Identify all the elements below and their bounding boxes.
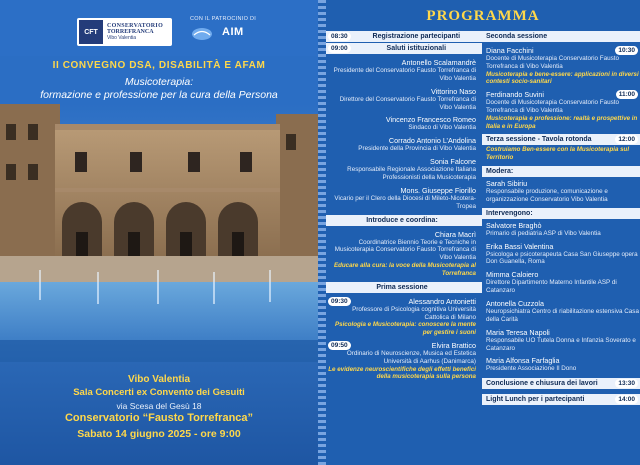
time-badge: 14:00: [615, 395, 638, 404]
time-badge: 12:00: [615, 135, 638, 144]
conservatorio-logo-line1: CONSERVATORIO: [107, 23, 164, 29]
speaker-role: Sindaco di Vibo Valentia: [408, 124, 476, 132]
venue-block: [0, 362, 318, 465]
session-label: Terza sessione - Tavola rotonda: [486, 136, 592, 144]
patronage-label: CON IL PATROCINIO DI: [190, 16, 257, 22]
venue-hall: Sala Concerti ex Convento dei Gesuiti: [73, 387, 245, 398]
speaker-entry: [482, 179, 640, 204]
logo-band: [0, 0, 318, 56]
speaker-entry: [326, 136, 482, 153]
session-conclusione: [482, 378, 640, 389]
speaker-name: Salvatore Braghò: [486, 220, 542, 230]
speaker-role: Neuropsichiatra Centro di riabilitazione estensiva Casa della Carità: [486, 307, 639, 323]
speaker-entry: [326, 230, 482, 278]
speaker-name: Chiara Macrì: [434, 229, 476, 239]
venue-street: via Scesa del Gesù 18: [116, 401, 202, 411]
speaker-name: Antonello Scalamandrè: [401, 58, 476, 67]
subtitle-line-1: Musicoterapia:: [124, 76, 194, 88]
session-lunch: [482, 394, 640, 405]
session-registrazione: [326, 31, 482, 42]
session-terza: [482, 134, 640, 145]
session-saluti: [326, 43, 482, 54]
speaker-entry: [482, 46, 640, 86]
dashed-divider: [318, 0, 326, 465]
time-badge: 11:00: [616, 90, 638, 99]
time-badge: 09:30: [328, 297, 351, 306]
speaker-entry: [326, 186, 482, 211]
session-seconda: [482, 31, 640, 42]
talk-title: Costruiamo Ben-essere con la Musicoterapia sul Territorio: [486, 146, 630, 162]
conservatorio-mark: CFT: [79, 20, 103, 44]
session-label: Conclusione e chiusura dei lavori: [486, 380, 598, 388]
session-label: Prima sessione: [376, 283, 428, 291]
region-emblem-icon: [190, 26, 214, 42]
speaker-role: Presidente della Provincia di Vibo Valentia: [358, 145, 476, 153]
poster-left-panel: [0, 0, 318, 465]
speaker-name: Sarah Sibiriu: [486, 178, 528, 188]
speaker-name: Ferdinando Suvini: [486, 90, 544, 100]
speaker-role: Vicario per il Clero della Diocesi di Mileto-Nicotera-Tropea: [334, 194, 476, 210]
speaker-role: Presidente Associazione Il Dono: [486, 365, 577, 373]
session-intervengono: [482, 208, 640, 219]
speaker-entry: [482, 270, 640, 295]
talk-title: Musicoterapia e bene-essere: applicazioni in diversi contesti socio-sanitari: [486, 70, 639, 86]
program-column-right: [482, 30, 640, 405]
time-badge: 13:30: [615, 379, 638, 388]
venue-conservatorio: Conservatorio “Fausto Torrefranca”: [64, 412, 254, 424]
speaker-entry: [482, 356, 640, 373]
venue-city: Vibo Valentia: [127, 374, 191, 385]
speaker-role: Responsabile Regionale Associazione Italiana Professionisti della Musicoterapia: [347, 166, 476, 182]
speaker-name: Elvira Brattico: [431, 340, 476, 350]
speaker-name: Corrado Antonio L’Andolina: [388, 136, 476, 146]
speaker-role: Docente di Musicoterapia Conservatorio Fausto Torrefranca di Vibo Valentia: [486, 55, 620, 70]
speaker-name: Mons. Giuseppe Fiorillo: [400, 185, 476, 195]
speaker-entry: [482, 299, 640, 324]
event-date: Sabato 14 giugno 2025 - ore 9:00: [77, 428, 241, 440]
speaker-role: Direttore Dipartimento Materno Infantile ASP di Catanzaro: [486, 279, 617, 295]
speaker-entry: [482, 221, 640, 238]
speaker-role: Responsabile UO Tutela Donna e Infanzia Soverato e Catanzaro: [486, 336, 636, 352]
speaker-role: Ordinario di Neuroscienze, Musica ed Estetica Università di Aarhus (Danimarca): [346, 349, 476, 365]
speaker-role: Psicologa e psicoterapeuta Casa San Giuseppe opera Don Guanella, Roma: [486, 250, 638, 266]
time-badge: 09:50: [328, 341, 351, 350]
speaker-name: Antonella Cuzzola: [486, 298, 544, 308]
speaker-entry: [482, 242, 640, 267]
speaker-name: Sonia Falcone: [430, 157, 476, 167]
speaker-name: Vincenzo Francesco Romeo: [385, 115, 476, 125]
speaker-entry: [482, 90, 640, 130]
session-label: Modera:: [486, 167, 514, 175]
session-modera: [482, 166, 640, 177]
session-label: Introduce e coordina:: [366, 216, 438, 224]
session-label: Seconda sessione: [486, 33, 548, 40]
conservatorio-logo-line2: TORREFRANCA: [107, 29, 154, 35]
speaker-entry: [326, 87, 482, 112]
conservatorio-logo-line3: Vibo Valentia: [107, 35, 137, 41]
subtitle-line-2: formazione e professione per la cura della Persona: [40, 89, 278, 101]
speaker-name: Erika Bassi Valentina: [486, 241, 554, 251]
conservatorio-logo: [77, 18, 172, 46]
speaker-name: Maria Alfonsa Farfaglia: [486, 356, 560, 366]
speaker-name: Mimma Caloiero: [486, 270, 539, 280]
program-column-left: [326, 30, 482, 381]
cloister-photo: [0, 104, 318, 362]
speaker-entry: [326, 115, 482, 132]
programma-panel: [326, 0, 640, 465]
speaker-role: Coordinatrice Biennio Teorie e Tecniche in Musicoterapia Conservatorio Fausto Torrefranca di Vibo Valentia: [334, 238, 476, 262]
session-introduce: [326, 215, 482, 226]
talk-title: Le evidenze neuroscientifiche degli effetti benefici della musicoterapia sulla persona: [328, 365, 476, 381]
session-label: Light Lunch per i partecipanti: [486, 396, 585, 404]
convegno-title: II CONVEGNO DSA, DISABILITÀ E AFAM: [52, 60, 266, 71]
speaker-entry: [326, 157, 482, 182]
session-label: Registrazione partecipanti: [372, 33, 461, 40]
roundtable-title: [482, 146, 640, 162]
speaker-entry: [482, 328, 640, 353]
speaker-role: Direttore del Conservatorio Fausto Torrefranca di Vibo Valentia: [339, 95, 476, 111]
speaker-name: Diana Facchini: [486, 46, 534, 55]
time-badge: 10:30: [615, 46, 638, 55]
talk-title: Psicologia e Musicoterapia: conoscere la mente per gestire i suoni: [335, 321, 476, 337]
time-badge: 09:00: [328, 44, 351, 53]
speaker-name: Alessandro Antonietti: [408, 296, 476, 306]
talk-title: Educare alla cura: la voce della Musicoterapia al Torrefranca: [333, 262, 476, 277]
session-label: Intervengono:: [486, 209, 533, 217]
aim-logo: AIM: [222, 26, 244, 38]
speaker-entry: [326, 341, 482, 381]
talk-title: Musicoterapia e professione: realtà e prospettive in Italia e in Europa: [486, 114, 638, 130]
speaker-name: Maria Teresa Napoli: [486, 327, 550, 337]
speaker-role: Responsabile produzione, comunicazione e organizzazione Conservatorio Vibo Valentia: [486, 187, 608, 203]
session-label: Saluti istituzionali: [386, 45, 447, 52]
speaker-role: Presidente del Conservatorio Fausto Torrefranca di Vibo Valentia: [333, 67, 476, 82]
speaker-role: Primario di pediatria ASP di Vibo Valentia: [486, 229, 601, 237]
speaker-entry: [326, 297, 482, 337]
session-prima: [326, 282, 482, 293]
time-badge: 08:30: [328, 32, 351, 41]
speaker-name: Vittorino Naso: [430, 86, 476, 96]
speaker-entry: [326, 58, 482, 83]
speaker-role: Docente di Musicoterapia Conservatorio Fausto Torrefranca di Vibo Valentia: [486, 99, 620, 115]
programma-title: PROGRAMMA: [426, 8, 540, 24]
speaker-role: Professore di Psicologia cognitiva Università Cattolica di Milano: [352, 305, 476, 321]
